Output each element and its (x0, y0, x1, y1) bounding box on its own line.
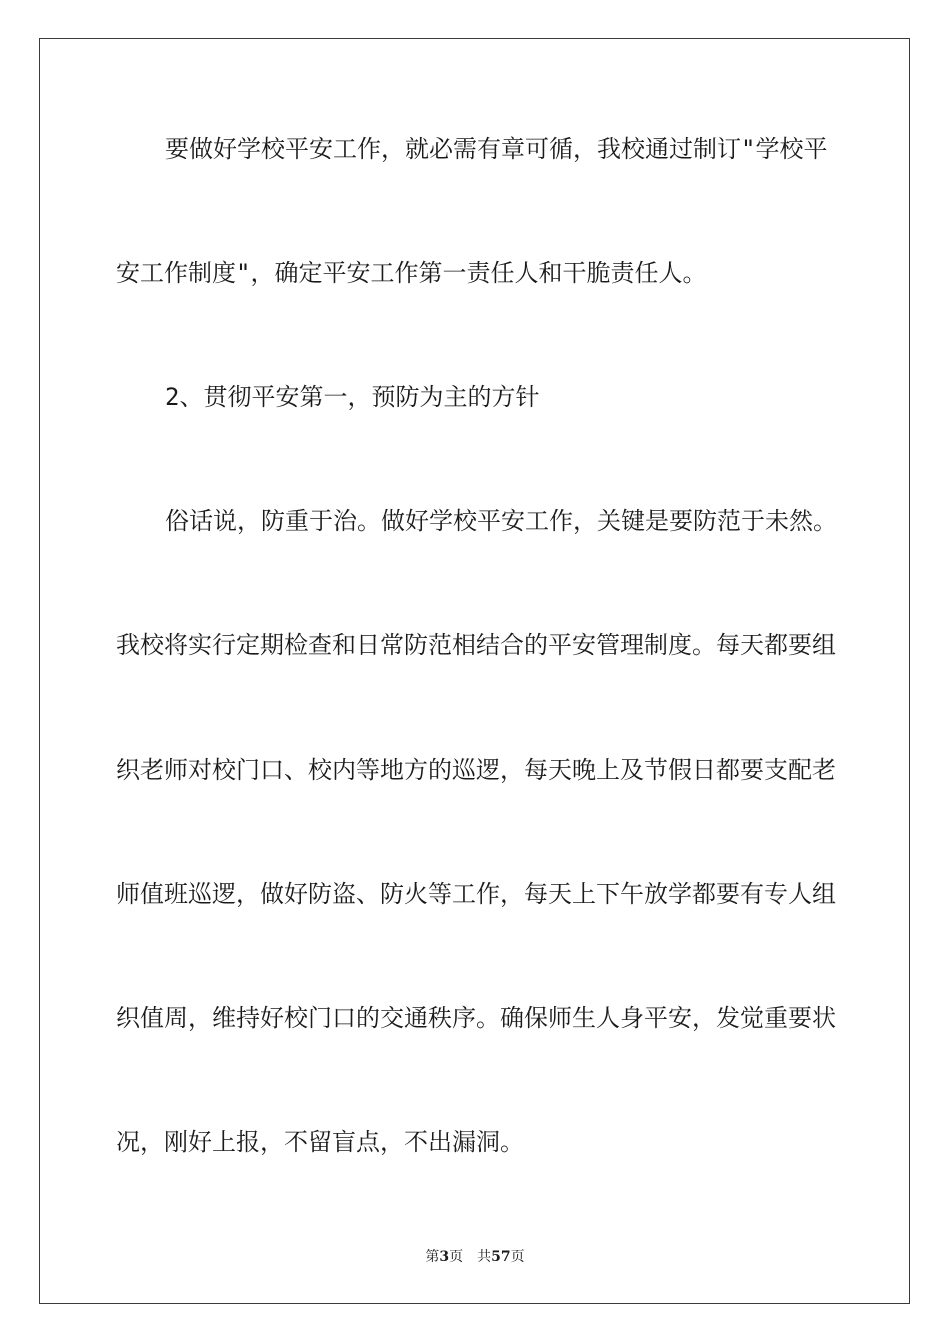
footer-page-prefix: 第 (425, 1249, 440, 1265)
footer-total-suffix: 页 (510, 1249, 525, 1265)
paragraph-line-4: 俗话说，防重于治。做好学校平安工作，关键是要防范于未然。 (165, 507, 837, 535)
paragraph-line-2: 安工作制度"，确定平安工作第一责任人和干脆责任人。 (116, 259, 707, 287)
paragraph-line-1: 要做好学校平安工作，就必需有章可循，我校通过制订"学校平 (165, 135, 828, 163)
footer-total-pages: 57 (491, 1249, 511, 1265)
paragraph-line-6: 织老师对校门口、校内等地方的巡逻，每天晚上及节假日都要支配老 (116, 756, 836, 784)
paragraph-line-9: 况，刚好上报，不留盲点，不出漏洞。 (116, 1128, 524, 1156)
paragraph-line-5: 我校将实行定期检查和日常防范相结合的平安管理制度。每天都要组 (116, 631, 836, 659)
paragraph-line-7: 师值班巡逻，做好防盗、防火等工作，每天上下午放学都要有专人组 (116, 880, 836, 908)
paragraph-line-8: 织值周，维持好校门口的交通秩序。确保师生人身平安，发觉重要状 (116, 1004, 836, 1032)
footer-page-number: 3 (439, 1249, 450, 1265)
footer-total-prefix: 共 (477, 1249, 492, 1265)
page-footer (0, 1246, 950, 1266)
page-border (39, 38, 910, 1304)
section-heading: 2、贯彻平安第一，预防为主的方针 (165, 383, 540, 411)
footer-page-suffix: 页 (449, 1249, 464, 1265)
